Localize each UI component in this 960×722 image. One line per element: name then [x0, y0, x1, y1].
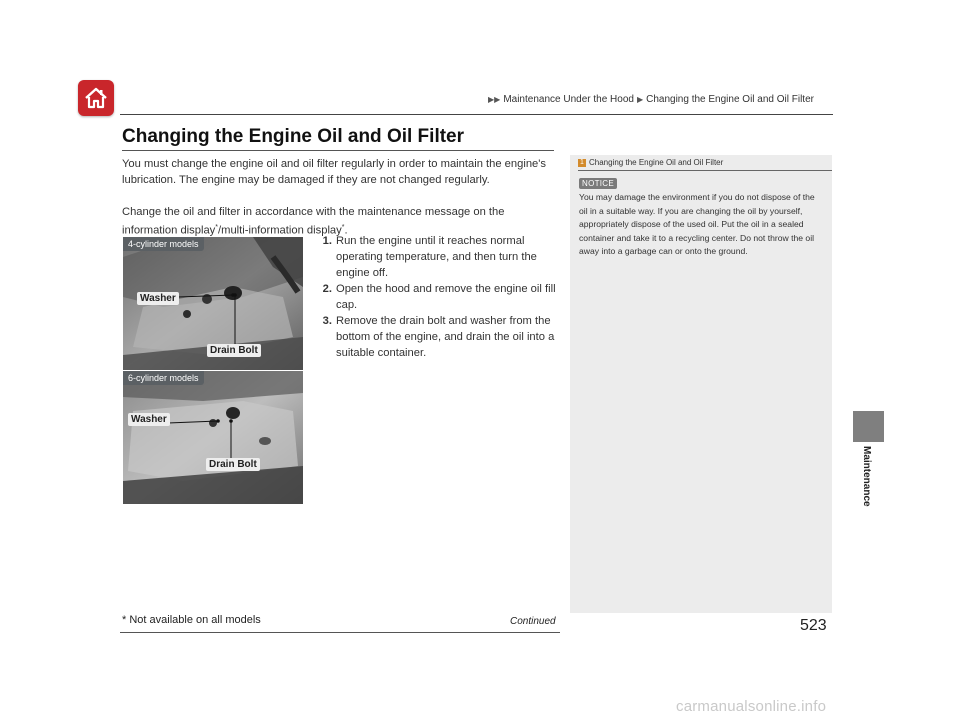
engine-photo-4cyl	[123, 237, 303, 370]
intro-paragraph: You must change the engine oil and oil filter regularly in order to maintain the engine's lubrication. The engine may be damaged if they are not changed regularly.	[122, 158, 547, 186]
drain-bolt-callout: Drain Bolt	[206, 458, 260, 471]
page-number: 523	[800, 617, 827, 634]
step-item	[312, 313, 560, 361]
breadcrumb	[488, 94, 814, 105]
footnote: * Not available on all models	[122, 614, 261, 626]
procedure-steps	[312, 233, 560, 361]
watermark: carmanualsonline.info	[676, 698, 827, 715]
step-text: Remove the drain bolt and washer from the bottom of the engine, and drain the oil into a suitable container.	[336, 315, 555, 359]
section-tab[interactable]	[853, 411, 884, 442]
engine-underside-image	[123, 371, 303, 504]
washer-callout: Washer	[128, 413, 170, 426]
drain-bolt-callout: Drain Bolt	[207, 344, 261, 357]
step-number: 1.	[322, 235, 332, 247]
photo-tag: 4-cylinder models	[123, 237, 204, 251]
step-item	[312, 233, 560, 281]
step-text: Run the engine until it reaches normal operating temperature, and then turn the engine off.	[336, 235, 537, 279]
notice-text: You may damage the environment if you do not dispose of the oil in a suitable way. If you are changing the oil by yourself, appropriately dispose of the used oil. Put the oil in a sealed container and take it to a recycling center. Do not throw the oil away into a garbage can or onto the ground.	[579, 192, 815, 257]
photo-tag: 6-cylinder models	[123, 371, 204, 385]
chevron-right-icon: ▶	[636, 95, 644, 104]
sidebar-heading-text: Changing the Engine Oil and Oil Filter	[589, 158, 724, 167]
step-number: 3.	[322, 315, 332, 327]
continued-label: Continued	[510, 616, 556, 627]
footnote-marker: *	[215, 224, 219, 231]
breadcrumb-item[interactable]: Changing the Engine Oil and Oil Filter	[646, 94, 814, 105]
home-icon	[83, 86, 109, 110]
sidebar-heading	[578, 158, 723, 167]
notice-badge: NOTICE	[579, 178, 617, 189]
intro-text: /multi-information display	[218, 224, 342, 237]
step-text: Open the hood and remove the engine oil fill cap.	[336, 283, 556, 311]
title-divider	[122, 150, 554, 151]
intro-text: Change the oil and filter in accordance with the maintenance message on the information display	[122, 206, 505, 237]
sidebar-divider	[578, 170, 832, 171]
footnote-marker: *	[341, 224, 345, 231]
page-title: Changing the Engine Oil and Oil Filter	[122, 126, 465, 147]
washer-callout: Washer	[137, 292, 179, 305]
breadcrumb-item[interactable]: Maintenance Under the Hood	[503, 94, 634, 105]
section-tab-label: Maintenance	[861, 446, 872, 507]
home-button[interactable]	[78, 80, 114, 116]
step-number: 2.	[322, 283, 332, 295]
sidebar-note	[570, 155, 832, 613]
intro-text: .	[344, 224, 348, 237]
reference-marker-icon: 1	[578, 159, 586, 167]
step-item	[312, 281, 560, 313]
footer-divider	[120, 632, 560, 633]
chevron-right-icon: ▶▶	[488, 95, 501, 104]
header-divider	[120, 114, 833, 115]
engine-photo-6cyl	[123, 371, 303, 504]
